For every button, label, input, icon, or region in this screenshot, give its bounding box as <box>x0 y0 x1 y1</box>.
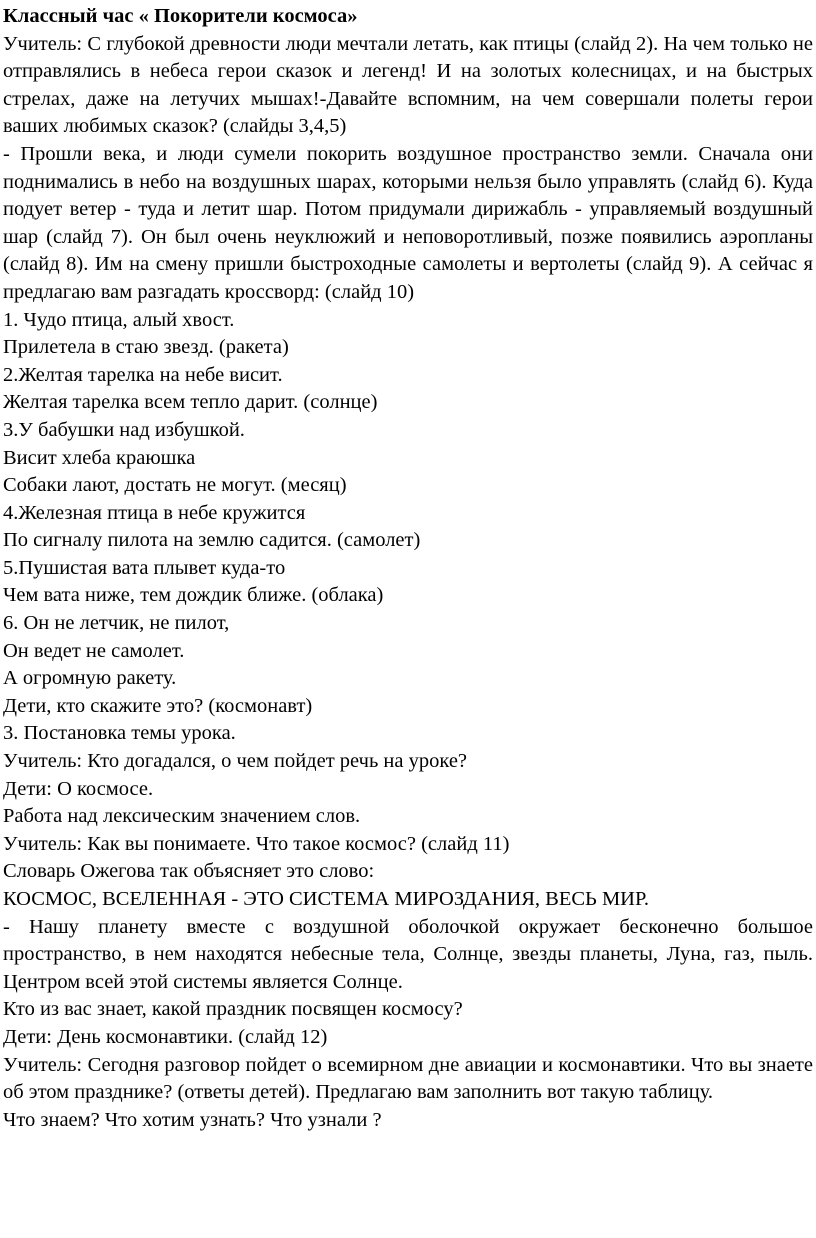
riddle-line: Дети, кто скажите это? (космонавт) <box>3 694 313 717</box>
text-line: Работа над лексическим значением слов. <box>3 805 361 828</box>
riddle-line: 4.Железная птица в небе кружится <box>3 501 306 524</box>
riddle-line: 6. Он не летчик, не пилот, <box>3 612 230 635</box>
text-line: Словарь Ожегова так объясняет это слово: <box>3 860 375 883</box>
riddle-line: 3.У бабушки над избушкой. <box>3 418 245 441</box>
dialogue-line: Учитель: Как вы понимаете. Что такое космос? (слайд 11) <box>3 832 510 855</box>
space-paragraph: - Нашу планету вместе с воздушной оболочкой окружает бесконечно большое пространство, в нем находятся небесные тела, Солнце, звезды планеты, Луна, газ, пыль. Центром всей этой системы является Солнце. <box>3 915 813 993</box>
riddle-line: Чем вата ниже, тем дождик ближе. (облака) <box>3 584 384 607</box>
riddle-line: А огромную ракету. <box>3 667 177 690</box>
riddle-line: 1. Чудо птица, алый хвост. <box>3 308 235 331</box>
dialogue-line: Дети: О космосе. <box>3 777 154 800</box>
dialogue-line: Учитель: Кто догадался, о чем пойдет речь на уроке? <box>3 750 468 773</box>
dialogue-line: Дети: День космонавтики. (слайд 12) <box>3 1025 328 1048</box>
teacher-paragraph: Учитель: Сегодня разговор пойдет о всемирном дне авиации и космонавтики. Что вы знаете об этом празднике? (ответы детей). Предлагаю вам заполнить вот такую таблицу. <box>3 1053 813 1104</box>
riddle-line: Он ведет не самолет. <box>3 639 185 662</box>
riddle-line: Прилетела в стаю звезд. (ракета) <box>3 336 289 359</box>
riddle-line: Собаки лают, достать не могут. (месяц) <box>3 474 347 497</box>
section-heading: 3. Постановка темы урока. <box>3 722 236 745</box>
table-columns-line: Что знаем? Что хотим узнать? Что узнали ? <box>3 1108 382 1131</box>
document-title: Классный час « Покорители космоса» <box>3 5 358 27</box>
definition-line: КОСМОС, ВСЕЛЕННАЯ - ЭТО СИСТЕМА МИРОЗДАНИЯ, ВЕСЬ МИР. <box>3 888 649 910</box>
riddle-line: Висит хлеба краюшка <box>3 446 196 469</box>
riddle-line: По сигналу пилота на землю садится. (самолет) <box>3 529 421 552</box>
history-paragraph: - Прошли века, и люди сумели покорить воздушное пространство земли. Сначала они поднимались в небо на воздушных шарах, которыми нельзя было управлять (слайд 6). Куда подует ветер - туда и летит шар. Потом придумали дирижабль - управляемый воздушный шар (слайд 7). Он был очень неуклюжий и неповоротливый, позже появились аэропланы (слайд 8). Им на смену пришли быстроходные самолеты и вертолеты (слайд 9). А сейчас я предлагаю вам разгадать кроссворд: (слайд 10) <box>3 142 813 303</box>
riddle-line: 2.Желтая тарелка на небе висит. <box>3 363 283 386</box>
dialogue-line: Кто из вас знает, какой праздник посвящен космосу? <box>3 998 463 1021</box>
riddle-line: Желтая тарелка всем тепло дарит. (солнце) <box>3 391 378 414</box>
riddle-line: 5.Пушистая вата плывет куда-то <box>3 556 286 579</box>
intro-paragraph: Учитель: С глубокой древности люди мечтали летать, как птицы (слайд 2). На чем только не отправлялись в небеса герои сказок и легенд! И на золотых колесницах, и на быстрых стрелах, даже на летучих мышах!-Давайте вспомним, на чем совершали полеты герои ваших любимых сказок? (слайды 3,4,5) <box>3 32 813 138</box>
